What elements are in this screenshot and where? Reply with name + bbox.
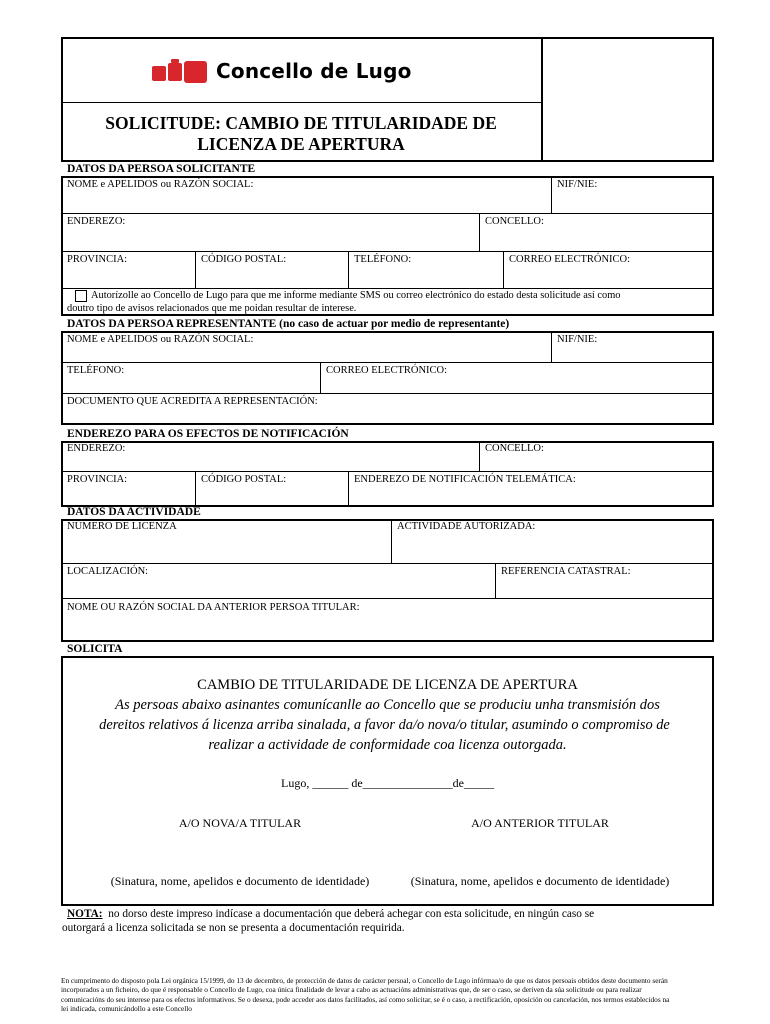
applicant-row-line [62,213,713,214]
applicant-col-line [551,177,552,213]
previous-holder-field[interactable]: NOME OU RAZÓN SOCIAL DA ANTERIOR PERSOA TITULAR: [67,602,360,613]
concello-logo-icon [152,59,210,85]
applicant-email-field[interactable]: CORREO ELECTRÓNICO: [509,254,631,265]
authorized-activity-field[interactable]: ACTIVIDADE AUTORIZADA: [397,521,536,532]
activity-box [61,519,714,642]
notification-telematic-field[interactable]: ENDEREZO DE NOTIFICACIÓN TELEMÁTICA: [354,474,576,485]
new-holder-label: A/O NOVA/A TITULAR [178,816,302,830]
applicant-phone-field[interactable]: TELÉFONO: [354,254,412,265]
consent-checkbox[interactable] [75,290,87,302]
footer-line1: En cumprimento do disposto pola Lei orgánica 15/1999, do 13 de decembro, de protección de datos de carácter persoal, o Concello de Lugo infórmaa/o de que os datos persoais obtidos deste documento serán [61,976,668,985]
note-line2: outorgará a licenza solicitada se non se presenta a documentación requirida. [62,922,405,934]
org-name: Concello de Lugo [216,59,412,83]
consent-text-line1: Autorízolle ao Concello de Lugo para que me informe mediante SMS ou correo electrónico do estado desta solicitude así como [91,290,621,301]
representative-document-field[interactable]: DOCUMENTO QUE ACREDITA A REPRESENTACIÓN: [67,396,318,407]
notification-section-title: ENDEREZO PARA OS EFECTOS DE NOTIFICACIÓN [67,428,349,440]
applicant-col-line [195,252,196,288]
representative-box [61,331,714,425]
notification-col-line [195,472,196,506]
activity-section-title: DATOS DA ACTIVIDADE [67,506,201,518]
notification-address-field[interactable]: ENDEREZO: [67,443,126,454]
applicant-name-field[interactable]: NOME e APELIDOS ou RAZÓN SOCIAL: [67,179,254,190]
request-section-title: SOLICITA [67,643,123,655]
header-separator [62,102,542,103]
form-title-line2: LICENZA DE APERTURA [197,134,405,154]
request-body-line1: As persoas abaixo asinantes comunícanlle ao Concello que se produciu unha transmisión dos [115,697,660,713]
notification-province-field[interactable]: PROVINCIA: [67,474,128,485]
applicant-row-line [62,288,713,289]
request-heading: CAMBIO DE TITULARIDADE DE LICENZA DE APERTURA [197,677,578,693]
representative-row-line [62,393,713,394]
representative-section-title: DATOS DA PERSOA REPRESENTANTE (no caso de actuar por medio de representante) [67,318,510,330]
representative-col-line [551,332,552,362]
representative-nif-field[interactable]: NIF/NIE: [557,334,598,345]
activity-col-line [391,520,392,563]
applicant-row-line [62,251,713,252]
applicant-address-field[interactable]: ENDEREZO: [67,216,126,227]
activity-row-line [62,563,713,564]
license-number-field[interactable]: NÚMERO DE LICENZA [67,521,177,532]
cadastral-reference-field[interactable]: REFERENCIA CATASTRAL: [501,566,631,577]
applicant-council-field[interactable]: CONCELLO: [485,216,544,227]
location-field[interactable]: LOCALIZACIÓN: [67,566,149,577]
notification-postal-field[interactable]: CÓDIGO POSTAL: [201,474,287,485]
notification-council-field[interactable]: CONCELLO: [485,443,544,454]
applicant-province-field[interactable]: PROVINCIA: [67,254,128,265]
footer-line4: lei indicada, comunicándollo a este Concello [61,1004,192,1014]
representative-row-line [62,362,713,363]
note-label: NOTA: [67,908,103,920]
applicant-postal-field[interactable]: CÓDIGO POSTAL: [201,254,287,265]
applicant-col-line [348,252,349,288]
date-line[interactable]: Lugo, ______ de_______________de_____ [281,776,494,790]
applicant-col-line [479,214,480,251]
activity-row-line [62,598,713,599]
signature-left[interactable]: (Sinatura, nome, apelidos e documento de identidade) [110,874,370,888]
privacy-footer [61,976,714,1014]
representative-email-field[interactable]: CORREO ELECTRÓNICO: [326,365,448,376]
consent-text-line2: doutro tipo de avisos relacionados que me poidan resultar de interese. [67,303,357,314]
form-title-line1: SOLICITUDE: CAMBIO DE TITULARIDADE DE [105,113,497,133]
notification-col-line [479,442,480,471]
note-line1: no dorso deste impreso indícase a documentación que deberá achegar con esta solicitude, en ningún caso se [108,908,595,920]
notification-col-line [348,472,349,506]
old-holder-label: A/O ANTERIOR TITULAR [471,816,609,830]
request-body-line3: realizar a actividade de conformidade coa licenza outorgada. [208,737,567,753]
notification-row-line [62,471,713,472]
applicant-col-line [503,252,504,288]
note [62,907,707,935]
applicant-nif-field[interactable]: NIF/NIE: [557,179,598,190]
request-body-line2: dereitos relativos á licenza arriba sinalada, a favor da/o nova/o titular, asumindo o compromiso de [99,717,670,733]
activity-col-line [495,564,496,598]
logo [152,57,432,87]
header-divider [541,38,543,161]
signature-right[interactable]: (Sinatura, nome, apelidos e documento de identidade) [410,874,670,888]
footer-line2: incorporados a un ficheiro, do que é responsable o Concello de Lugo, coa única finalidade de levar a cabo as actuacións administrativas que, de ser o caso, se deriven da súa solicitude ou para realizar [61,985,642,995]
applicant-section-title: DATOS DA PERSOA SOLICITANTE [67,163,256,175]
representative-name-field[interactable]: NOME e APELIDOS ou RAZÓN SOCIAL: [67,334,254,345]
representative-phone-field[interactable]: TELÉFONO: [67,365,125,376]
representative-col-line [320,363,321,393]
footer-line3: comunicacións do seu interese para os efectos informativos. Se o desexa, pode acceder aos datos facilitados, así como solicitar, se é o caso, a rectificación, oposición ou cancelación, nos termos establecidos na [61,994,670,1004]
